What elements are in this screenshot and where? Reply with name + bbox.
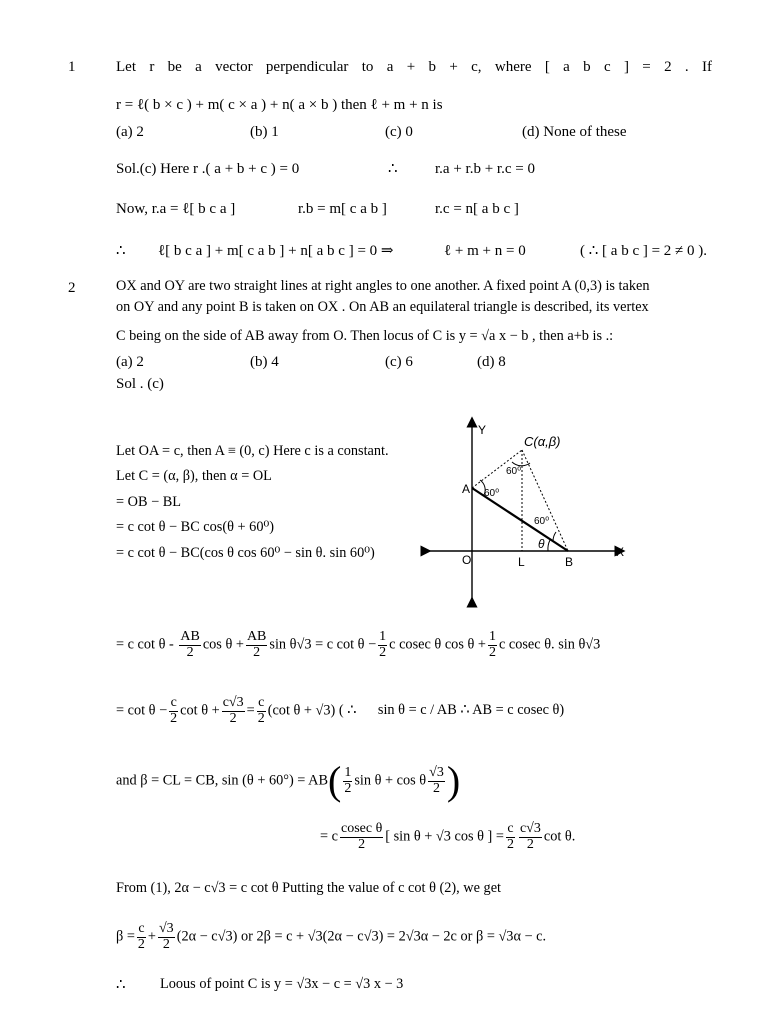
label-point-b: B	[565, 555, 574, 569]
eq3-frac2-num: √3	[429, 764, 444, 780]
geometry-figure	[420, 410, 640, 610]
eq4-part-c: cot θ.	[543, 828, 576, 845]
angle-arc-theta	[548, 540, 550, 551]
q1-now-line: Now, r.a = ℓ[ b c a ]	[116, 201, 236, 217]
q2-equation-5	[116, 922, 546, 952]
eq2-fraction-csqrt3-over-2	[222, 696, 245, 726]
angle-arc-b-60	[553, 532, 556, 541]
q2-statement-line1: OX and OY are two straight lines at right angles to one another. A fixed point A (0,3) is taken	[116, 278, 650, 294]
eq3-fraction-half	[343, 766, 352, 796]
q2-equation-4	[320, 822, 575, 852]
eq4-frac3-num: c√3	[519, 821, 541, 836]
q2-option-b: (b) 4	[250, 354, 279, 370]
eq2-part-e: sin θ = c / AB ∴ AB = c cosec θ)	[377, 702, 565, 719]
eq5-frac2-den: 2	[162, 936, 170, 952]
q2-equation-3	[116, 756, 460, 806]
eq5-fraction-c-over-2	[137, 922, 146, 952]
label-angle-b: 60⁰	[534, 516, 550, 527]
eq4-frac1-den: 2	[358, 836, 366, 852]
eq5-part-a: β =	[116, 928, 135, 945]
eq4-fraction-csqrt3-over-2	[519, 822, 542, 852]
eq1-frac3-den: 2	[379, 644, 387, 660]
eq2-frac1-den: 2	[170, 710, 178, 726]
question-number-1: 1	[68, 59, 76, 75]
q1-final-equation: ℓ[ b c a ] + m[ c a b ] + n[ a b c ] = 0 ⇒	[158, 243, 394, 259]
eq2-fraction-c-over-2	[169, 696, 178, 726]
eq1-fraction-half-b	[488, 630, 497, 660]
eq1-frac2-num: AB	[246, 629, 267, 644]
q1-statement-line2: r = ℓ( b × c ) + m( c × a ) + n( a × b ) then ℓ + m + n is	[116, 97, 443, 113]
eq2-part-b: cot θ +	[180, 702, 220, 719]
eq2-frac3-num: c	[258, 695, 265, 710]
eq4-frac2-den: 2	[506, 836, 514, 852]
q2-option-c: (c) 6	[385, 354, 413, 370]
q2-work-line1: Let OA = c, then A ≡ (0, c) Here c is a constant.	[116, 443, 389, 459]
eq5-part-c: (2α − c√3) or 2β = c + √3(2α − c√3) = 2√3α − 2c or β = √3α − c.	[176, 928, 547, 945]
q1-now-rc: r.c = n[ a b c ]	[435, 201, 519, 217]
eq3-part-b: sin θ + cos θ	[354, 772, 427, 789]
q2-solution-label: Sol . (c)	[116, 376, 164, 392]
therefore-symbol: ∴	[388, 161, 398, 177]
eq4-fraction-cosec-over-2	[340, 822, 383, 852]
eq1-part-c: sin θ√3 = c cot θ −	[269, 636, 377, 653]
q2-equation-2	[116, 696, 564, 726]
q1-option-b: (b) 1	[250, 124, 279, 140]
eq4-part-a: = c	[320, 828, 338, 845]
eq2-part-a: = cot θ −	[116, 702, 168, 719]
eq1-part-b: cos θ +	[202, 636, 244, 653]
eq2-frac2-num: c√3	[222, 695, 244, 710]
eq3-right-paren: )	[446, 758, 461, 803]
q2-work-line4: = c cot θ − BC cos(θ + 60⁰)	[116, 519, 274, 535]
label-angle-top: 60⁰	[506, 466, 522, 477]
eq3-frac2-den: 2	[433, 780, 440, 796]
eq4-frac3-den: 2	[526, 836, 534, 852]
q2-equation-1	[116, 630, 600, 660]
label-y: Y	[478, 423, 487, 437]
eq1-frac1-den: 2	[186, 644, 194, 660]
eq1-part-a: = c cot θ -	[116, 636, 174, 653]
eq4-frac1-num: cosec θ	[340, 821, 383, 836]
eq1-fraction-half	[378, 630, 387, 660]
q2-from-line: From (1), 2α − c√3 = c cot θ Putting the value of c cot θ (2), we get	[116, 880, 502, 896]
label-point-a: A	[462, 482, 471, 496]
q2-locus-line: Loous of point C is y = √3x − c = √3 x − 3	[160, 976, 404, 992]
q2-work-line3: = OB − BL	[116, 494, 181, 510]
eq2-frac1-num: c	[170, 695, 177, 710]
eq4-part-b: [ sin θ + √3 cos θ ] =	[385, 828, 504, 845]
eq5-fraction-sqrt3-over-2	[158, 922, 175, 952]
therefore-symbol: ∴	[116, 243, 126, 259]
eq3-frac1-den: 2	[344, 780, 352, 796]
q1-solution-line1: Sol.(c) Here r .( a + b + c ) = 0	[116, 161, 300, 177]
q2-work-line5: = c cot θ − BC(cos θ cos 60⁰ − sin θ. sin 60⁰)	[116, 545, 375, 561]
q2-statement-line3: C being on the side of AB away from O. Then locus of C is y = √a x − b , then a+b is .:	[116, 328, 614, 344]
eq1-fraction-ab-over-2	[179, 630, 200, 660]
eq3-left-paren: (	[328, 758, 342, 803]
label-point-c: C(α,β)	[524, 434, 561, 449]
q2-option-d: (d) 8	[477, 354, 506, 370]
eq1-frac4-den: 2	[488, 644, 496, 660]
eq1-frac3-num: 1	[379, 629, 387, 644]
eq3-fraction-sqrt3-over-2	[428, 766, 445, 796]
q1-solution-line1-result: r.a + r.b + r.c = 0	[435, 161, 535, 177]
label-point-l: L	[518, 555, 525, 569]
q1-final-note: ( ∴ [ a b c ] = 2 ≠ 0 ).	[580, 243, 708, 259]
q1-now-rb: r.b = m[ c a b ]	[298, 201, 387, 217]
eq1-part-d: c cosec θ cos θ +	[389, 636, 486, 653]
label-angle-theta: θ	[538, 537, 545, 551]
eq5-frac2-num: √3	[159, 921, 174, 936]
eq5-frac1-num: c	[138, 921, 145, 936]
label-x: X	[616, 545, 625, 559]
eq2-frac2-den: 2	[229, 710, 237, 726]
q2-statement-line2: on OY and any point B is taken on OX . On AB an equilateral triangle is described, its vertex	[116, 299, 649, 315]
eq1-fraction-ab-over-2b	[246, 630, 267, 660]
therefore-symbol: ∴	[116, 977, 126, 993]
eq1-frac4-num: 1	[488, 629, 496, 644]
q1-statement-line1: Let r be a vector perpendicular to a + b + c, where [ a b c ] = 2 . If	[116, 59, 712, 75]
eq1-frac2-den: 2	[253, 644, 261, 660]
question-number-2: 2	[68, 280, 76, 296]
eq5-frac1-den: 2	[137, 936, 145, 952]
label-origin-o: O	[462, 553, 472, 567]
q1-option-a: (a) 2	[116, 124, 144, 140]
eq4-fraction-c-over-2	[506, 822, 515, 852]
q1-option-c: (c) 0	[385, 124, 413, 140]
eq5-part-b: +	[147, 928, 156, 945]
eq4-frac2-num: c	[507, 821, 514, 836]
eq1-part-e: c cosec θ. sin θ√3	[498, 636, 601, 653]
eq2-part-c: =	[246, 702, 255, 719]
eq2-frac3-den: 2	[257, 710, 265, 726]
eq2-fraction-c-over-2b	[257, 696, 266, 726]
eq2-part-d: (cot θ + √3) ( ∴	[267, 702, 357, 719]
q2-option-a: (a) 2	[116, 354, 144, 370]
q1-option-d: (d) None of these	[522, 124, 627, 140]
eq3-frac1-num: 1	[344, 764, 352, 780]
q2-work-line2: Let C = (α, β), then α = OL	[116, 468, 272, 484]
eq3-part-a: and β = CL = CB, sin (θ + 60°) = AB	[116, 772, 329, 789]
q1-final-result: ℓ + m + n = 0	[444, 243, 526, 259]
label-angle-a: 60⁰	[484, 488, 500, 499]
eq1-frac1-num: AB	[180, 629, 200, 644]
